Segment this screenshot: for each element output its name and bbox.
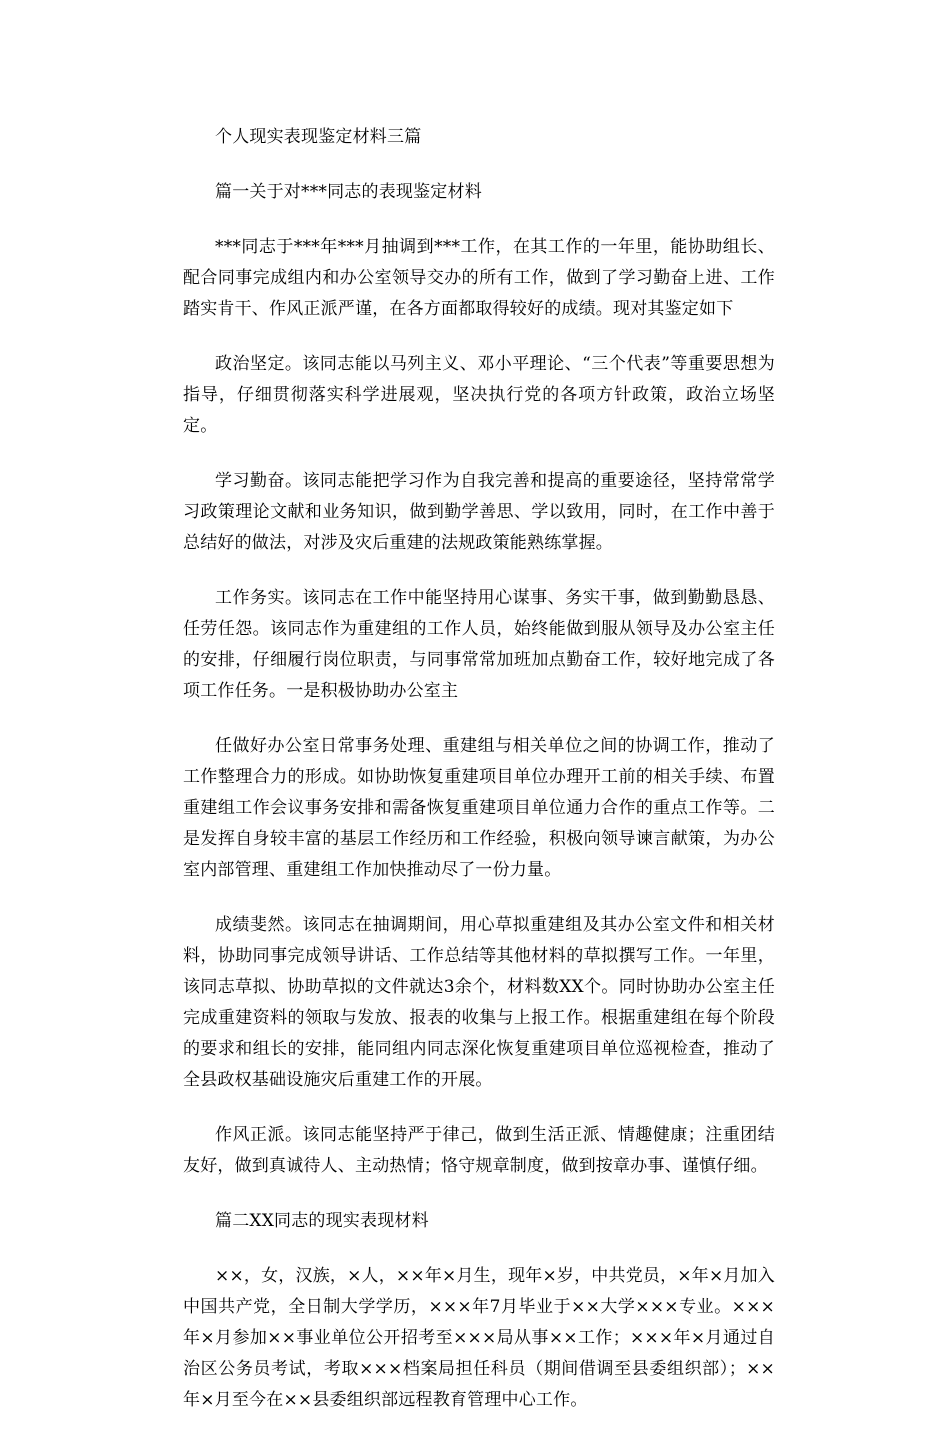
section-two-heading: 篇二XX同志的现实表现材料 — [215, 1211, 429, 1231]
document-title: 个人现实表现鉴定材料三篇 — [215, 127, 422, 147]
paragraph-work: 工作务实。该同志在工作中能坚持用心谋事、务实干事，做到勤勤恳恳、任劳任怨。该同志作为重建组的工作人员，始终能做到服从领导及办公室主任的安排，仔细履行岗位职责，与同事常常加班加点勤奋工作，较好地完成了各项工作任务。一是积极协助办公室主 — [183, 588, 775, 701]
section-one-heading: 篇一关于对***同志的表现鉴定材料 — [215, 182, 482, 202]
paragraph-study: 学习勤奋。该同志能把学习作为自我完善和提高的重要途径，坚持常常学习政策理论文献和业务知识，做到勤学善思、学以致用，同时，在工作中善于总结好的做法，对涉及灾后重建的法规政策能熟练掌握。 — [183, 471, 775, 553]
paragraph-political: 政治坚定。该同志能以马列主义、邓小平理论、“三个代表”等重要思想为指导，仔细贯彻落实科学进展观，坚决执行党的各项方针政策，政治立场坚定。 — [183, 354, 775, 436]
paragraph-work-continued: 任做好办公室日常事务处理、重建组与相关单位之间的协调工作，推动了工作整理合力的形成。如协助恢复重建项目单位办理开工前的相关手续、布置重建组工作会议事务安排和需备恢复重建项目单位通力合作的重点工作等。二是发挥自身较丰富的基层工作经历和工作经验，积极向领导谏言献策，为办公室内部管理、重建组工作加快推动尽了一份力量。 — [183, 736, 775, 880]
paragraph-achievements: 成绩斐然。该同志在抽调期间，用心草拟重建组及其办公室文件和相关材料，协助同事完成领导讲话、工作总结等其他材料的草拟撰写工作。一年里，该同志草拟、协助草拟的文件就达3余个，材料数XX个。同时协助办公室主任完成重建资料的领取与发放、报表的收集与上报工作。根据重建组在每个阶段的要求和组长的安排，能同组内同志深化恢复重建项目单位巡视检查，推动了全县政权基础设施灾后重建工作的开展。 — [183, 915, 775, 1090]
paragraph-intro: ***同志于***年***月抽调到***工作，在其工作的一年里，能协助组长、配合同事完成组内和办公室领导交办的所有工作，做到了学习勤奋上进、工作踏实肯干、作风正派严谨，在各方面都取得较好的成绩。现对其鉴定如下 — [183, 237, 775, 319]
document-body — [183, 122, 775, 1440]
paragraph-profile: ××，女，汉族，×人，××年×月生，现年×岁，中共党员，×年×月加入中国共产党，全日制大学学历，×××年7月毕业于××大学×××专业。×××年×月参加××事业单位公开招考至×××局从事××工作；×××年×月通过自治区公务员考试，考取×××档案局担任科员（期间借调至县委组织部）；××年×月至今在××县委组织部远程教育管理中心工作。 — [183, 1266, 775, 1410]
paragraph-conduct: 作风正派。该同志能坚持严于律己，做到生活正派、情趣健康；注重团结友好，做到真诚待人、主动热情；恪守规章制度，做到按章办事、谨慎仔细。 — [183, 1125, 775, 1176]
